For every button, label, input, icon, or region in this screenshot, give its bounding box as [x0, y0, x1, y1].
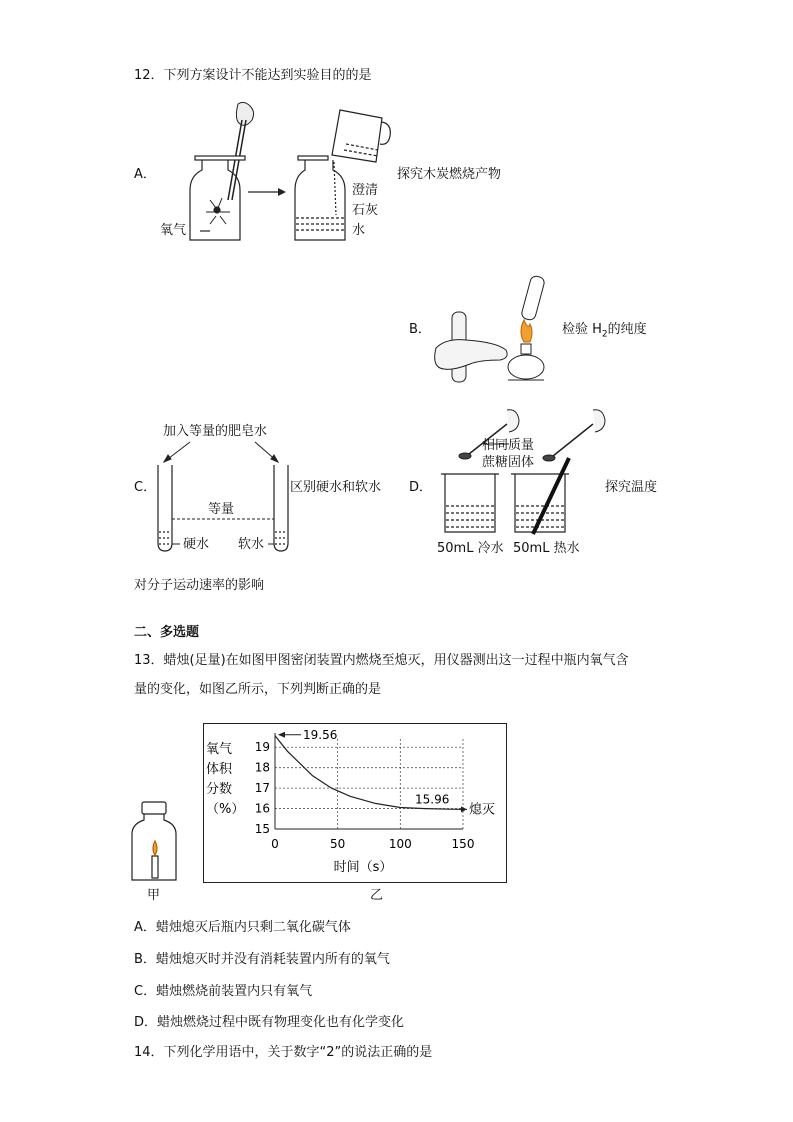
chart-xlabel: 时间（s） — [333, 860, 393, 875]
q12-a-lime-label-2: 石灰 — [352, 203, 379, 218]
q13-stem-line2: 量的变化，如图乙所示，下列判断正确的是 — [134, 682, 382, 697]
chart-ylabel-line: 分数 — [206, 782, 233, 797]
q12-c-soft-label: 软水 — [238, 537, 265, 552]
q12-c-letter: C． — [134, 480, 157, 495]
q14-stem: 14．下列化学用语中，关于数字“2”的说法正确的是 — [134, 1045, 433, 1060]
chart-x-tick-label: 50 — [330, 837, 346, 851]
hand-tongs-icon — [228, 102, 254, 200]
q13-option-d[interactable]: D．蜡烛燃烧过程中既有物理变化也有化学变化 — [134, 1015, 405, 1030]
q12-a-lime-label-3: 水 — [352, 223, 366, 238]
q12-continuation: 对分子运动速率的影响 — [134, 578, 265, 593]
q12-c-hard-label: 硬水 — [183, 537, 210, 552]
q12-d-purpose: 探究温度 — [605, 480, 658, 495]
q12-a-letter: A． — [134, 167, 156, 182]
q12-d-hot-label: 50mL 热水 — [513, 541, 580, 556]
q12-a-purpose: 探究木炭燃烧产物 — [397, 167, 502, 182]
q13-option-c[interactable]: C．蜡烛燃烧前装置内只有氧气 — [134, 984, 313, 999]
hand-holding-tube-icon — [435, 312, 507, 382]
test-tube-right — [274, 465, 288, 551]
q12-d-label-1: 相同质量 — [482, 438, 535, 453]
gas-jar-2 — [295, 156, 345, 240]
q12-b-diagram — [432, 272, 562, 387]
chart-x-tick-label: 150 — [451, 837, 475, 851]
q12-b-purpose-pre: 检验 H — [562, 322, 602, 337]
chart-y-tick-label: 19 — [254, 740, 270, 755]
q12-b-purpose-post: 的纯度 — [607, 322, 647, 337]
beaker-cold — [441, 474, 499, 532]
chart-y-tick-label: 17 — [254, 781, 270, 796]
chart-ylabel-line: 氧气 — [206, 742, 233, 757]
chart-y-tick-label: 18 — [254, 760, 270, 775]
chart-y-tick-label: 15 — [254, 822, 270, 836]
q13-option-b[interactable]: B．蜡烛熄灭时并没有消耗装置内所有的氧气 — [134, 952, 390, 967]
chart-x-tick-label: 0 — [271, 837, 279, 851]
q12-a-lime-label-1: 澄清 — [352, 183, 379, 198]
q12-c-top-label: 加入等量的肥皂水 — [163, 424, 268, 439]
q13-option-a[interactable]: A．蜡烛熄灭后瓶内只剩二氧化碳气体 — [134, 920, 351, 935]
chart-y-tick-label: 16 — [254, 801, 270, 816]
q12-d-label-2: 蔗糖固体 — [482, 455, 535, 470]
chart-ylabel-line: 体积 — [206, 762, 233, 777]
arrow-right-icon — [248, 188, 286, 196]
beaker-pouring-icon — [332, 110, 390, 162]
chart-annotation-end: 15.96 — [415, 792, 450, 807]
alcohol-lamp-icon — [508, 275, 545, 380]
q12-d-letter: D． — [409, 480, 433, 495]
chart-annotation-start: 19.56 — [303, 727, 338, 742]
q13-oxygen-chart — [203, 723, 507, 883]
q12-c-diagram — [150, 440, 295, 555]
spoon-hand-right-icon — [543, 410, 605, 461]
q13-jar-figure — [128, 800, 184, 885]
q13-yi-label: 乙 — [370, 888, 384, 903]
chart-ylabel-line: （%） — [206, 802, 245, 817]
section-title: 二、多选题 — [134, 625, 200, 640]
q12-d-cold-label: 50mL 冷水 — [437, 541, 504, 556]
q12-a-oxygen-label: 氧气 — [160, 223, 187, 238]
q12-b-letter: B． — [409, 322, 431, 337]
q13-stem-line1: 13．蜡烛(足量)在如图甲图密闭装置内燃烧至熄灭，用仪器测出这一过程中瓶内氧气含 — [134, 653, 629, 668]
q12-b-purpose — [562, 322, 647, 343]
q12-c-equal-label: 等量 — [208, 502, 235, 517]
chart-x-tick-label: 100 — [388, 837, 412, 851]
q12-b-purpose-sub: 2 — [601, 329, 608, 340]
q12-c-purpose: 区别硬水和软水 — [290, 480, 382, 495]
chart-annotation-extinguished: 熄灭 — [469, 802, 496, 818]
q12-d-diagram — [435, 406, 610, 536]
test-tube-left — [158, 465, 172, 551]
q12-stem: 12．下列方案设计不能达到实验目的的是 — [134, 68, 372, 83]
q13-jia-label: 甲 — [147, 888, 161, 903]
